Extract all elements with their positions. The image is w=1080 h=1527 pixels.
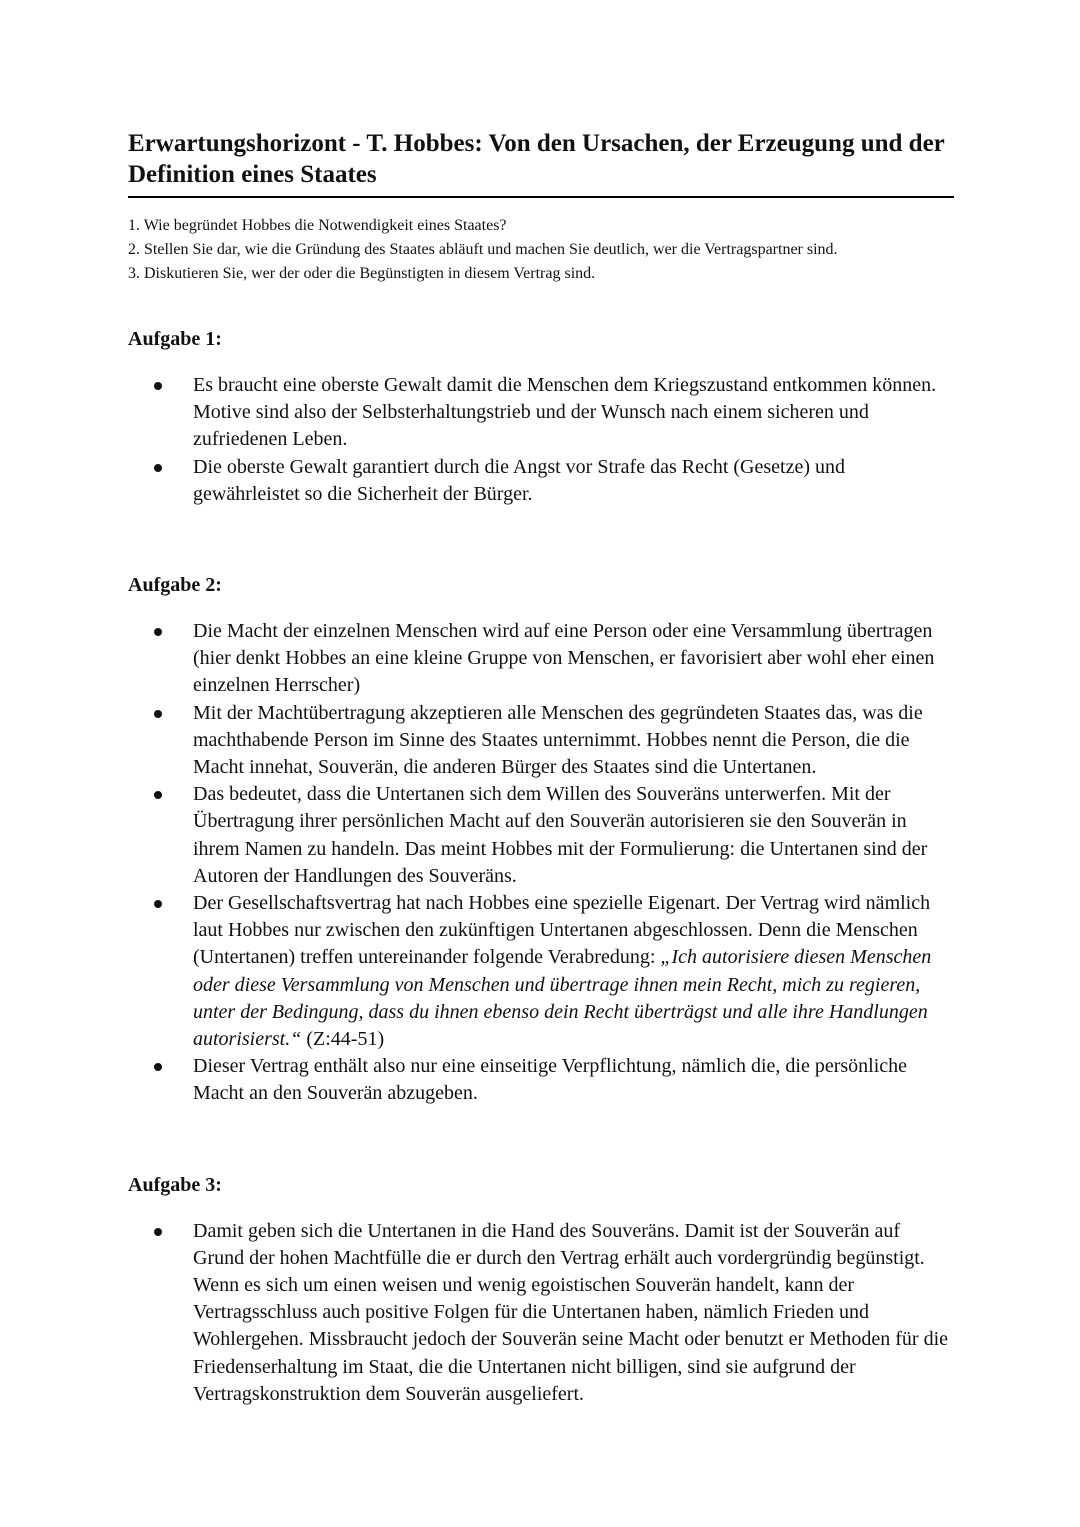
section-heading-aufgabe-3: Aufgabe 3: [128,1173,222,1196]
bullet-item-contract [128,890,954,1053]
bullet-text: Es braucht eine oberste Gewalt damit die Menschen dem Kriegszustand entkommen können. Motive sind also der Selbsterhaltungstrieb und der Wunsch nach einem sicheren und zufriedenen Leben. [193,374,937,451]
bullet-dot-icon [154,628,162,636]
bullet-text: Die oberste Gewalt garantiert durch die Angst vor Strafe das Recht (Gesetze) und gewährleistet so die Sicherheit der Bürger. [193,455,845,505]
bullet-list-aufgabe-2 [128,618,954,1108]
bullet-item [128,1053,954,1107]
bullet-dot-icon [154,900,162,908]
bullet-text: Die Macht der einzelnen Menschen wird auf eine Person oder eine Versammlung übertragen (hier denkt Hobbes an eine kleine Gruppe von Menschen, er favorisiert aber wohl eher einen einzelnen Herrscher) [193,620,935,697]
section-heading-aufgabe-2: Aufgabe 2: [128,574,222,597]
bullet-item [128,372,954,454]
bullet-item [128,1218,954,1408]
question-list [128,214,954,286]
question-item: 1. Wie begründet Hobbes die Notwendigkeit eines Staates? [128,217,507,234]
section-heading-aufgabe-1: Aufgabe 1: [128,328,222,350]
bullet-item [128,454,954,508]
bullet-text: Mit der Machtübertragung akzeptieren alle Menschen des gegründeten Staates das, was die machthabende Person im Sinne des Staates unternimmt. Hobbes nennt die Person, die die Macht innehat, Souverän, die anderen Bürger des Staates sind die Untertanen. [193,701,923,779]
bullet-dot-icon [154,1063,162,1071]
bullet-text: Der Gesellschaftsvertrag hat nach Hobbes eine spezielle Eigenart. Der Vertrag wird nämlich laut Hobbes nur zwischen den zukünftigen Untertanen abgeschlossen. Denn die Menschen (Untertanen) treffen untereinander folgende Verabredung: [193,892,931,969]
bullet-dot-icon [154,791,162,799]
bullet-item [128,618,954,700]
bullet-list-aufgabe-3 [128,1218,954,1408]
contract-quote: „Ich autorisiere diesen Menschen oder diese Versammlung von Menschen und übertrage ihnen mein Recht, mich zu regieren, unter der Bedingung, dass du ihnen ebenso dein Recht überträgst und alle ihre Handlungen autorisierst.“ [193,946,932,1051]
bullet-item [128,700,954,782]
bullet-text: Damit geben sich die Untertanen in die Hand des Souveräns. Damit ist der Souverän auf Grund der hohen Machtfülle die er durch den Vertrag erhält auch vordergründig begünstigt. Wenn es sich um einen weisen und wenig egoistischen Souverän handelt, kann der Vertragsschluss auch positive Folgen für die Untertanen haben, nämlich Frieden und Wohlergehen. Missbraucht jedoch der Souverän seine Macht oder benutzt er Methoden für die Friedenserhaltung im Staat, die die Untertanen nicht billigen, sind sie aufgrund der Vertragskonstruktion dem Souverän ausgeliefert. [193,1219,948,1405]
bullet-dot-icon [154,710,162,718]
bullet-text: Dieser Vertrag enthält also nur eine einseitige Verpflichtung, nämlich die, die persönliche Macht an den Souverän abzugeben. [193,1055,908,1105]
document-page [128,128,954,1408]
bullet-dot-icon [154,464,162,472]
line-citation: (Z:44-51) [301,1028,385,1051]
bullet-text: Das bedeutet, dass die Untertanen sich dem Willen des Souveräns unterwerfen. Mit der Übertragung ihrer persönlichen Macht auf den Souverän autorisieren sie den Souverän in ihrem Namen zu handeln. Das meint Hobbes mit der Formulierung: die Untertanen sind der Autoren der Handlungen des Souveräns. [193,783,928,887]
question-item: 3. Diskutieren Sie, wer der oder die Begünstigten in diesem Vertrag sind. [128,265,596,282]
bullet-dot-icon [154,382,162,390]
document-title: Erwartungshorizont - T. Hobbes: Von den Ursachen, der Erzeugung und der Definition eines Staates [128,128,954,198]
bullet-dot-icon [154,1228,162,1236]
bullet-list-aufgabe-1 [128,372,954,508]
question-item: 2. Stellen Sie dar, wie die Gründung des Staates abläuft und machen Sie deutlich, wer die Vertragspartner sind. [128,241,838,258]
bullet-item [128,781,954,890]
